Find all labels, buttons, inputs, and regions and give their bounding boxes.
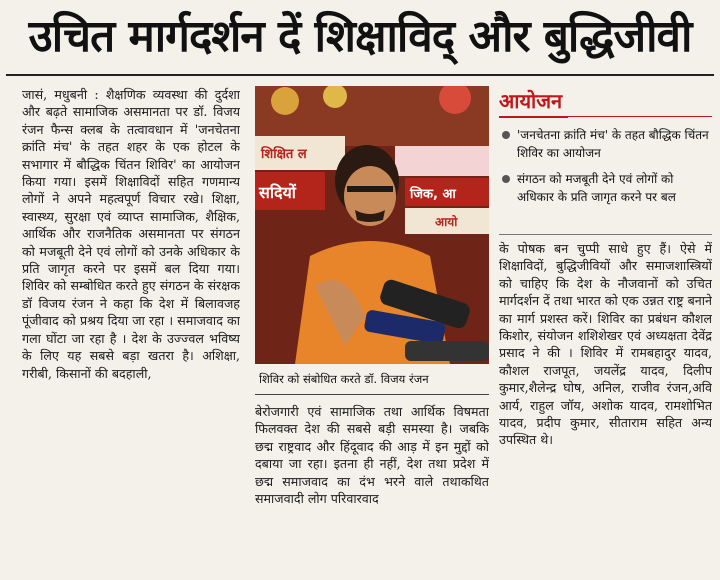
photo-caption: शिविर को संबोधित करते डॉ. विजय रंजन: [259, 372, 429, 386]
highlight-item: [499, 170, 712, 206]
headline: उचित मार्गदर्शन दें शिक्षाविद् और बुद्धिजीवी: [28, 11, 692, 62]
bullet-dot-icon: [502, 175, 510, 183]
article-paragraph: बेरोजगारी एवं सामाजिक तथा आर्थिक विषमता फिलवक्त देश की सबसे बड़ी समस्या है। जबकि छद्म राष्ट्रवाद और हिंदूवाद की आड़ में इन मुद्दों को दबाया जा रहा। इतना ही नहीं, देश तथा प्रदेश में छद्म समाजवाद का दंभ भरने वाले तथाकथित समाजवादी लोग परिवारवाद: [255, 404, 489, 507]
highlight-text: संगठन को मजबूती देने एवं लोगों को अधिकार के प्रति जागृत करने पर बल: [517, 172, 676, 204]
banner-text: आयो: [435, 215, 458, 229]
highlight-item: [499, 126, 712, 162]
article-column-right: [499, 240, 712, 575]
highlights-heading: आयोजन: [499, 86, 568, 118]
article-column-left: [22, 86, 240, 576]
highlights-bottom-rule: [499, 234, 712, 235]
article-column-middle: [255, 403, 489, 575]
article-photo: [255, 86, 489, 364]
banner-text: सदियों: [259, 183, 296, 202]
highlight-text: 'जनचेतना क्रांति मंच' के तहत बौद्धिक चिंतन शिविर का आयोजन: [517, 128, 709, 160]
caption-rule: [255, 394, 489, 395]
banner-text: शिक्षित ल: [261, 147, 307, 162]
bullet-dot-icon: [502, 131, 510, 139]
banner-text: जिक, आ: [410, 187, 456, 202]
headline-rule: [6, 74, 714, 76]
article-paragraph: जासं, मधुबनी : शैक्षणिक व्यवस्था की दुर्दशा और बढ़ते सामाजिक असमानता पर डॉ. विजय रंजन फैन्स क्लब के तत्वावधान में 'जनचेतना क्रांति मंच' के तहत शहर के एक होटल के सभागार में बौद्धिक चिंतन शिविर' का आयोजन किया गया। इसमें शिक्षाविदों सहित गणमान्य लोगों ने अपने महत्वपूर्ण विचार रखे। शिक्षा, स्वास्थ्य, सुरक्षा एवं व्याप्त सामाजिक, शैक्षिक, आर्थिक और राजनैतिक असमानता पर संगठन को मजबूती देने एवं लोगों को उनके अधिकार के प्रति जागृत करने पर इसमें बल दिया गया। शिविर को सम्बोधित करते हुए संगठन के संरक्षक डॉ विजय रंजन ने कहा कि देश में बिलावजह पूंजीवाद को प्रश्रय दिया जा रहा । समाजवाद का गला घोंटा जा रहा है । देश के उज्ज्वल भविष्य के लिए यह सबसे बड़ा खतरा है। अशिक्षा, गरीबी, किसानों की बदहाली,: [22, 87, 240, 381]
highlights-rule: [499, 116, 712, 117]
article-paragraph: के पोषक बन चुप्पी साधे हुए हैं। ऐसे में शिक्षाविदों, बुद्धिजीवियों और समाजशास्त्रियों को चाहिए कि देश के नौजवानों को उचित मार्गदर्शन दें तथा भारत को एक उन्नत राष्ट्र बनाने का मार्ग प्रशस्त करें। शिविर का प्रबंधन कौशल किशोर, संयोजन शशिशेखर एवं अध्यक्षता देवेंद्र प्रसाद ने की । शिविर में रामबहादुर यादव, कौशल राजपूत, जयलेंद्र यादव, दिलीप कुमार,शैलेन्द्र घोष, अनिल, राजीव रंजन,अवि आर्य, राहुल जॉय, अशोक यादव, रामशोभित यादव, प्रदीप कुमार, सीताराम सहित अन्य उपस्थित थे।: [499, 241, 712, 448]
highlights-box: [499, 86, 712, 236]
